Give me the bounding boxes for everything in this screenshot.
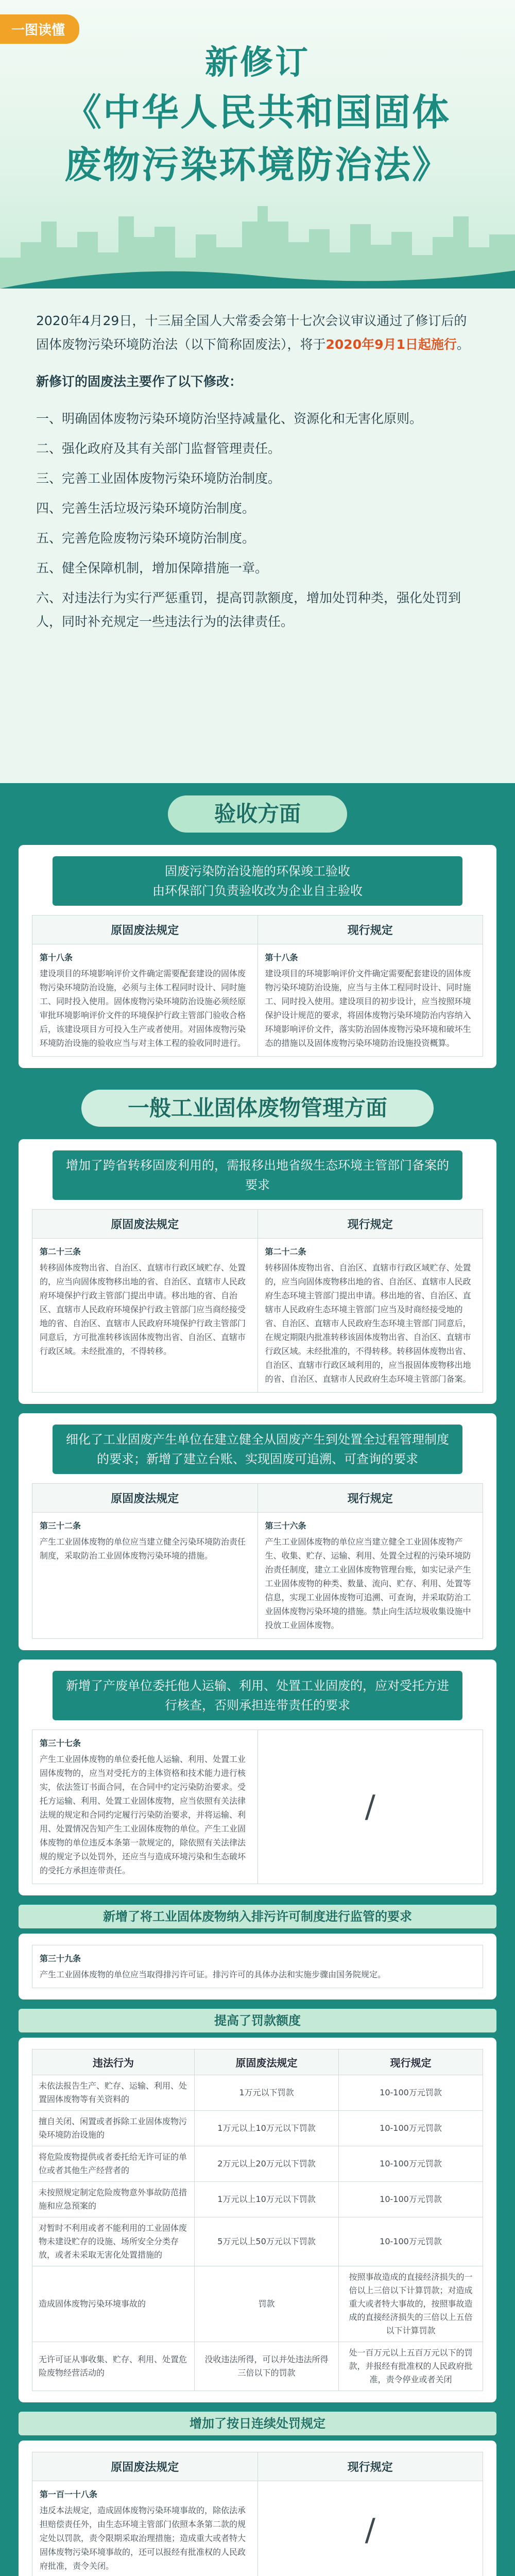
empty-marker: / bbox=[258, 2481, 483, 2576]
card-heading: 固废污染防治设施的环保竣工验收 由环保部门负责验收改为企业自主验收 bbox=[53, 856, 462, 906]
new-clause bbox=[258, 1513, 483, 1639]
col-fine-new: 现行规定 bbox=[339, 2049, 483, 2075]
act-cell: 未按照规定制定危险废物意外事故防范措施和应急预案的 bbox=[32, 2182, 195, 2217]
title-line-3: 废物污染环境防治法》 bbox=[64, 143, 451, 187]
title-line-2: 《中华人民共和国固体 bbox=[64, 91, 451, 134]
intro-section bbox=[0, 289, 515, 783]
article-number: 第三十六条 bbox=[265, 1521, 306, 1531]
new-clause bbox=[258, 1239, 483, 1393]
card-daily-penalty bbox=[19, 2441, 496, 2576]
section-title: 一般工业固体废物管理方面 bbox=[81, 1090, 434, 1127]
clause-text: 转移固体废物出省、自治区、直辖市行政区域贮存、处置的，应当向固体废物移出地的省、自治区、直辖市人民政府环境保护行政主管部门提出申请。移出地的省、自治区、直辖市人民政府环境保护行政主管部门应当商经接受地的省、自治区、直辖市人民政府环境保护行政主管部门同意后，方可批准转移该固体废物出省、自治区、直辖市行政区域。未经批准的，不得转移。 bbox=[40, 1263, 246, 1356]
act-cell: 造成固体废物污染环境事故的 bbox=[32, 2266, 195, 2342]
card-fines bbox=[19, 2038, 496, 2402]
article-number: 第一百一十八条 bbox=[40, 2489, 98, 2499]
act-cell: 擅自关闭、闲置或者拆除工业固体废物污染环境防治设施的 bbox=[32, 2111, 195, 2146]
article-number: 第十八条 bbox=[265, 953, 298, 962]
amendment-item: 五、完善危险废物污染环境防治制度。 bbox=[36, 531, 255, 546]
old-clause bbox=[32, 1239, 258, 1393]
clause-text: 建设项目的环境影响评价文件确定需要配套建设的固体废物污染环境防治设施，应当与主体工程同时设计、同时施工、同时投入使用。建设项目的初步设计，应当按照环境保护设计规范的要求，将固体废物污染环境防治内容纳入环境影响评价文件，落实防治固体废物污染环境和破坏生态的措施以及固体废物污染环境防治设施投资概算。 bbox=[265, 969, 471, 1048]
new-fine: 10-100万元罚款 bbox=[339, 2217, 483, 2266]
comparison-table bbox=[32, 915, 483, 1057]
table-row bbox=[32, 2217, 483, 2266]
effective-date: 2020年9月1日起施行 bbox=[325, 337, 457, 352]
old-fine: 1万元以上10万元以下罚款 bbox=[195, 2111, 339, 2146]
table-row bbox=[32, 2342, 483, 2391]
article-number: 第三十七条 bbox=[40, 1738, 81, 1748]
clause-text: 产生工业固体废物的单位应当建立健全工业固体废物产生、收集、贮存、运输、利用、处置全过程的污染环境防治责任制度，建立工业固体废物管理台账，如实记录产生工业固体废物的种类、数量、流向、贮存、利用、处置等信息，实现工业固体废物可追溯、可查询，并采取防治工业固体废物污染环境的措施。禁止向生活垃圾收集设施中投放工业固体废物。 bbox=[265, 1537, 471, 1630]
clause-text: 违反本法规定，造成固体废物污染环境事故的，除依法承担赔偿责任外，由生态环境主管部门依照本条第二款的规定处以罚款，责令限期采取治理措施；造成重大或者特大固体废物污染环境事故的，还可以报经有批准权的人民政府批准，责令关闭。 bbox=[40, 2505, 246, 2571]
old-fine: 5万元以上50万元以下罚款 bbox=[195, 2217, 339, 2266]
card-heading: 细化了工业固废产生单位在建立健全从固废产生到处置全过程管理制度的要求；新增了建立台账、实现固废可追溯、可查询的要求 bbox=[53, 1425, 462, 1474]
section-title: 验收方面 bbox=[168, 795, 347, 833]
table-row bbox=[32, 2111, 483, 2146]
article-number: 第三十二条 bbox=[40, 1521, 81, 1531]
table-row bbox=[32, 2182, 483, 2217]
new-fine: 10-100万元罚款 bbox=[339, 2182, 483, 2217]
section-general-waste bbox=[0, 1077, 515, 1139]
clause bbox=[32, 1945, 483, 1988]
old-fine: 2万元以上20万元以下罚款 bbox=[195, 2146, 339, 2182]
new-fine: 10-100万元罚款 bbox=[339, 2111, 483, 2146]
subsection-band: 新增了将工业固体废物纳入排污许可制度进行监管的要求 bbox=[19, 1905, 496, 1928]
card-permit bbox=[19, 1934, 496, 1999]
old-fine: 罚款 bbox=[195, 2266, 339, 2342]
amendment-list bbox=[36, 407, 479, 634]
old-fine: 1万元以下罚款 bbox=[195, 2075, 339, 2111]
table-row bbox=[32, 2075, 483, 2111]
article-number: 第十八条 bbox=[40, 953, 73, 962]
act-cell: 对暂时不利用或者不能利用的工业固体废物未建设贮存的设施、场所安全分类存放，或者未采取无害化处置措施的 bbox=[32, 2217, 195, 2266]
new-clause bbox=[258, 944, 483, 1057]
clause-table bbox=[32, 1945, 483, 1988]
clause-text: 转移固体废物出省、自治区、直辖市行政区域贮存、处置的，应当向固体废物移出地的省、自治区、直辖市人民政府生态环境主管部门提出申请。移出地的省、自治区、直辖市人民政府生态环境主管部门应当及时商经接受地的省、自治区、直辖市人民政府生态环境主管部门同意后，在规定期限内批准转移该固体废物出省、自治区、直辖市行政区域。未经批准的，不得转移。转移固体废物出省、自治区、直辖市行政区域利用的，应当报固体废物移出地的省、自治区、直辖市人民政府生态环境主管部门备案。 bbox=[265, 1263, 471, 1384]
comparison-table bbox=[32, 2452, 483, 2576]
clause bbox=[32, 2481, 258, 2576]
old-fine: 1万元以上10万元以下罚款 bbox=[195, 2182, 339, 2217]
comparison-table bbox=[32, 1209, 483, 1393]
subsection-band: 提高了罚款额度 bbox=[19, 2009, 496, 2032]
amendment-item: 三、完善工业固体废物污染环境防治制度。 bbox=[36, 471, 281, 486]
new-fine: 10-100万元罚款 bbox=[339, 2146, 483, 2182]
card-heading: 新增了产废单位委托他人运输、利用、处置工业固废的，应对受托方进行核查，否则承担连带责任的要求 bbox=[53, 1671, 462, 1720]
col-old: 原固废法规定 bbox=[32, 1210, 258, 1239]
clause bbox=[32, 1730, 258, 1884]
clause-text: 产生工业固体废物的单位委托他人运输、利用、处置工业固体废物的，应当对受托方的主体资格和技术能力进行核实，依法签订书面合同，在合同中约定污染防治要求。受托方运输、利用、处置工业固体废物，应当依照有关法律法规的规定和合同约定履行污染防治要求，并将运输、利用、处置情况告知产生工业固体废物的单位。产生工业固体废物的单位违反本条第一款规定的，除依照有关法律法规的规定予以处罚外，还应当与造成环境污染和生态破坏的受托方承担连带责任。 bbox=[40, 1754, 246, 1875]
intro-text-end: 。 bbox=[456, 337, 470, 352]
col-old: 原固废法规定 bbox=[32, 916, 258, 944]
amendment-item: 六、对违法行为实行严惩重罚，提高罚款额度，增加处罚种类，强化处罚到人，同时补充规定一些违法行为的法律责任。 bbox=[36, 590, 461, 629]
clause-text: 产生工业固体废物的单位应当取得排污许可证。排污许可的具体办法和实施步骤由国务院规定。 bbox=[40, 1970, 386, 1979]
clause-text: 产生工业固体废物的单位应当建立健全污染环境防治责任制度，采取防治工业固体废物污染环境的措施。 bbox=[40, 1537, 246, 1561]
skyline-illustration bbox=[0, 185, 515, 289]
col-old: 原固废法规定 bbox=[32, 2452, 258, 2481]
card-heading: 增加了跨省转移固废利用的，需报移出地省级生态环境主管部门备案的要求 bbox=[53, 1150, 462, 1200]
table-row bbox=[32, 2146, 483, 2182]
title-line-1: 新修订 bbox=[205, 44, 310, 82]
comparison-table bbox=[32, 1730, 483, 1884]
section-acceptance bbox=[0, 783, 515, 845]
card-ledger bbox=[19, 1413, 496, 1650]
subsection-band: 增加了按日连续处罚规定 bbox=[19, 2412, 496, 2435]
comparison-table bbox=[32, 1483, 483, 1639]
col-fine-old: 原固废法规定 bbox=[195, 2049, 339, 2075]
amendment-item: 四、完善生活垃圾污染环境防治制度。 bbox=[36, 501, 255, 516]
intro-lead: 新修订的固废法主要作了以下修改： bbox=[36, 374, 243, 389]
article-number: 第二十二条 bbox=[265, 1247, 306, 1257]
new-fine: 处一百万元以上五百万元以下的罚款，并报经有批准权的人民政府批准，责令停业或者关闭 bbox=[339, 2342, 483, 2391]
new-fine: 按照事故造成的直接经济损失的一倍以上三倍以下计算罚款；对造成重大或者特大事故的，按照事故造成的直接经济损失的三倍以上五倍以下计算罚款 bbox=[339, 2266, 483, 2342]
act-cell: 未依法报告生产、贮存、运输、利用、处置固体废物等有关资料的 bbox=[32, 2075, 195, 2111]
card-transfer bbox=[19, 1139, 496, 1404]
fines-table bbox=[32, 2049, 483, 2391]
new-fine: 10-100万元罚款 bbox=[339, 2075, 483, 2111]
act-cell: 无许可证从事收集、贮存、利用、处置危险废物经营活动的 bbox=[32, 2342, 195, 2391]
old-clause bbox=[32, 944, 258, 1057]
intro-paragraph bbox=[36, 309, 479, 357]
col-new: 现行规定 bbox=[258, 1484, 483, 1513]
empty-marker: / bbox=[258, 1730, 483, 1884]
hero-header bbox=[0, 0, 515, 289]
card-acceptance bbox=[19, 845, 496, 1068]
col-old: 原固废法规定 bbox=[32, 1484, 258, 1513]
article-number: 第二十三条 bbox=[40, 1247, 81, 1257]
col-new: 现行规定 bbox=[258, 2452, 483, 2481]
intro-text: 2020年4月29日，十三届全国人大常委会第十七次会议审议通过了修订后的固体废物污染环境防治法（以下简称固废法），将于 bbox=[36, 313, 467, 352]
old-clause bbox=[32, 1513, 258, 1639]
amendment-item: 二、强化政府及其有关部门监督管理责任。 bbox=[36, 441, 281, 456]
amendment-item: 一、明确固体废物污染环境防治坚持减量化、资源化和无害化原则。 bbox=[36, 411, 423, 426]
amendment-item: 五、健全保障机制，增加保障措施一章。 bbox=[36, 561, 268, 575]
act-cell: 将危险废物提供或者委托给无许可证的单位或者其他生产经营者的 bbox=[32, 2146, 195, 2182]
col-act: 违法行为 bbox=[32, 2049, 195, 2075]
article-number: 第三十九条 bbox=[40, 1954, 81, 1963]
old-fine: 没收违法所得，可以并处违法所得三倍以下的罚款 bbox=[195, 2342, 339, 2391]
card-entrust bbox=[19, 1659, 496, 1895]
col-new: 现行规定 bbox=[258, 916, 483, 944]
col-new: 现行规定 bbox=[258, 1210, 483, 1239]
clause-text: 建设项目的环境影响评价文件确定需要配套建设的固体废物污染环境防治设施，必须与主体工程同时设计、同时施工、同时投入使用。固体废物污染环境防治设施必须经原审批环境影响评价文件的环境保护行政主管部门验收合格后，该建设项目方可投入生产或者使用。对固体废物污染环境防治设施的验收应当与对主体工程的验收同时进行。 bbox=[40, 969, 246, 1048]
read-ribbon: 一图读懂 bbox=[0, 14, 79, 44]
table-row bbox=[32, 2266, 483, 2342]
